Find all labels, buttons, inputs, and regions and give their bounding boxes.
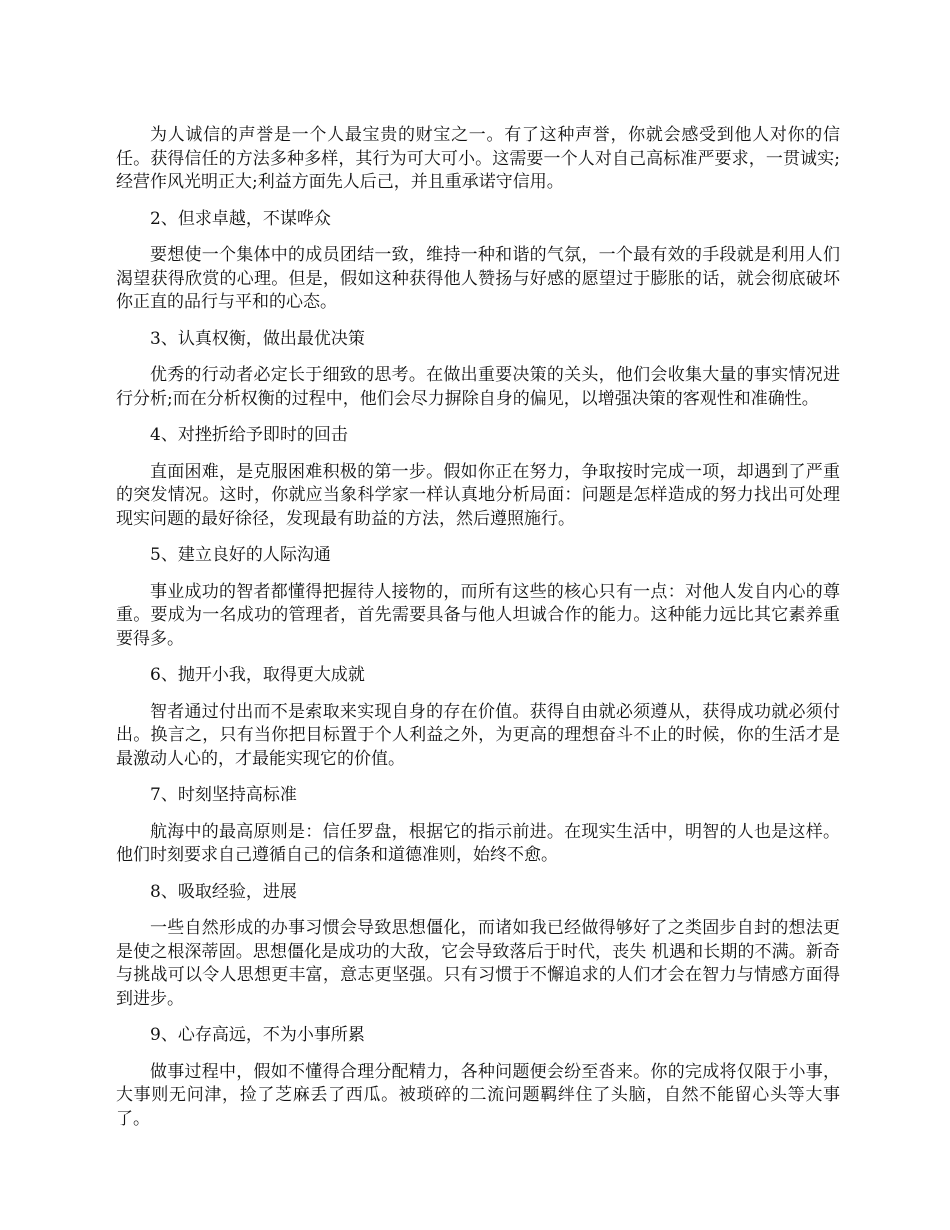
paragraph-9: 做事过程中，假如不懂得合理分配精力，各种问题便会纷至沓来。你的完成将仅限于小事，大事则无问津，捡了芝麻丢了西瓜。被琐碎的二流问题羁绊住了头脑，自然不能留心头等大事了。 [116,1061,840,1129]
heading-6: 6、抛开小我，取得更大成就 [150,665,365,685]
heading-5: 5、建立良好的人际沟通 [150,545,331,565]
paragraph-2: 要想使一个集体中的成员团结一致，维持一种和谐的气氛，一个最有效的手段就是利用人们渴望获得欣赏的心理。但是，假如这种获得他人赞扬与好感的愿望过于膨胀的话，就会彻底破坏你正直的品行与平和的心态。 [116,245,840,312]
document-page [116,124,840,1144]
paragraph-integrity: 为人诚信的声誉是一个人最宝贵的财宝之一。有了这种声誉，你就会感受到他人对你的信任。获得信任的方法多种多样，其行为可大可小。这需要一个人对自己高标准严要求，一贯诚实;经营作风光明正大;利益方面先人后己，并且重承诺守信用。 [116,125,840,192]
heading-2: 2、但求卓越，不谋哗众 [150,208,331,229]
paragraph-5: 事业成功的智者都懂得把握待人接物的，而所有这些的核心只有一点：对他人发自内心的尊重。要成为一名成功的管理者，首先需要具备与他人坦诚合作的能力。这种能力远比其它素养重要得多。 [116,581,840,649]
paragraph-4: 直面困难，是克服困难积极的第一步。假如你正在努力，争取按时完成一项，却遇到了严重的突发情况。这时，你就应当象科学家一样认真地分析局面：问题是怎样造成的努力找出可处理现实问题的最好徐径，发现最有助益的方法，然后遵照施行。 [116,461,840,529]
heading-8: 8、吸取经验，进展 [150,881,297,902]
paragraph-3: 优秀的行动者必定长于细致的思考。在做出重要决策的关头，他们会收集大量的事实情况进行分析;而在分析权衡的过程中，他们会尽力摒除自身的偏见，以增强决策的客观性和准确性。 [116,365,840,409]
paragraph-7: 航海中的最高原则是：信任罗盘，根据它的指示前进。在现实生活中，明智的人也是这样。他们时刻要求自己遵循自己的信条和道德准则，始终不愈。 [116,821,840,865]
paragraph-6: 智者通过付出而不是索取来实现自身的存在价值。获得自由就必须遵从，获得成功就必须付出。换言之，只有当你把目标置于个人利益之外，为更高的理想奋斗不止的时候，你的生活才是最激动人心的，才最能实现它的价值。 [116,701,840,769]
heading-9: 9、心存高远，不为小事所累 [150,1025,365,1045]
heading-4: 4、对挫折给予即时的回击 [150,425,348,445]
heading-3: 3、认真权衡，做出最优决策 [150,328,365,349]
paragraph-8: 一些自然形成的办事习惯会导致思想僵化，而诸如我已经做得够好了之类固步自封的想法更是使之根深蒂固。思想僵化是成功的大敌，它会导致落后于时代，丧失 机遇和长期的不满。新奇与挑战可以令人思想更丰富，意志更坚强。只有习惯于不懈追求的人们才会在智力与情感方面得到进步。 [116,918,840,1009]
heading-7: 7、时刻坚持高标准 [150,785,297,805]
